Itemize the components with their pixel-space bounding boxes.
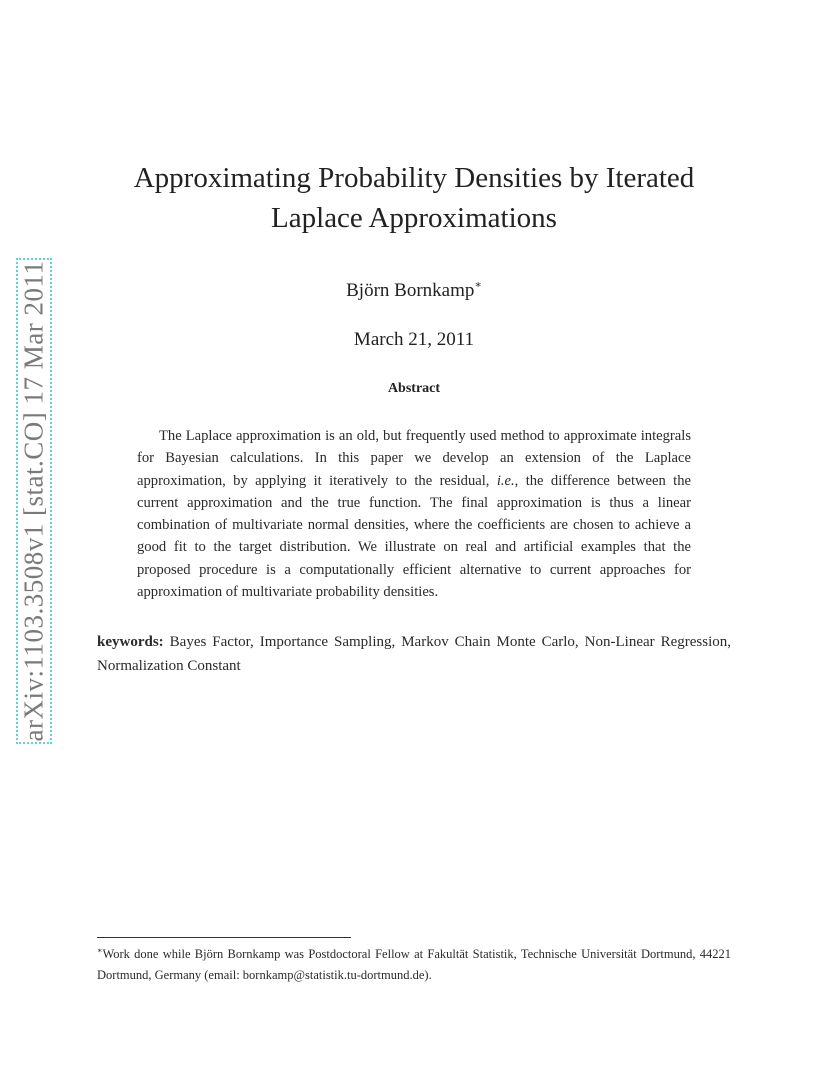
keywords-label: keywords: bbox=[97, 634, 164, 650]
footnote bbox=[97, 940, 731, 986]
abstract-text-ie: i.e. bbox=[496, 472, 515, 489]
arxiv-identifier: arXiv:1103.3508v1 [stat.CO] 17 Mar 2011 bbox=[18, 260, 49, 742]
abstract-text-part-1: The Laplace approximation is an old, but frequently used method to approximate integrals for Bayesian calculations. In this paper we develop an extension of the Laplace approximation, by applying it iteratively to the residual, bbox=[137, 428, 691, 489]
author-footnote-mark: ∗ bbox=[474, 279, 482, 291]
footnote-text: Work done while Björn Bornkamp was Postdoctoral Fellow at Fakultät Statistik, Technische Universität Dortmund, 44221 Dortmund, Germany (email: bornkamp@statistik.tu-dortmund.de). bbox=[97, 947, 731, 982]
keywords-text: Bayes Factor, Importance Sampling, Markov Chain Monte Carlo, Non-Linear Regression, Normalization Constant bbox=[97, 634, 732, 674]
abstract-body bbox=[137, 425, 691, 603]
paper-title bbox=[100, 158, 728, 238]
abstract-text-part-2: , the difference between the current approximation and the true function. The final approximation is thus a linear combination of multivariate normal densities, where the coefficients are chosen to achieve a good fit to the target distribution. We illustrate on real and artificial examples that the proposed procedure is a computationally efficient alternative to current approaches for approximation of multivariate probability densities. bbox=[137, 472, 691, 601]
arxiv-stamp bbox=[16, 258, 52, 744]
paper-date: March 21, 2011 bbox=[353, 329, 475, 350]
paper-title-line-2: Laplace Approximations bbox=[271, 202, 557, 234]
author-name: Björn Bornkamp bbox=[346, 280, 475, 301]
footnote-mark: ∗ bbox=[97, 946, 103, 955]
abstract-heading: Abstract bbox=[387, 381, 441, 396]
paper-title-line-1: Approximating Probability Densities by Iterated bbox=[133, 162, 695, 194]
keywords bbox=[97, 630, 731, 678]
footnote-divider bbox=[97, 937, 351, 938]
author bbox=[100, 278, 728, 302]
